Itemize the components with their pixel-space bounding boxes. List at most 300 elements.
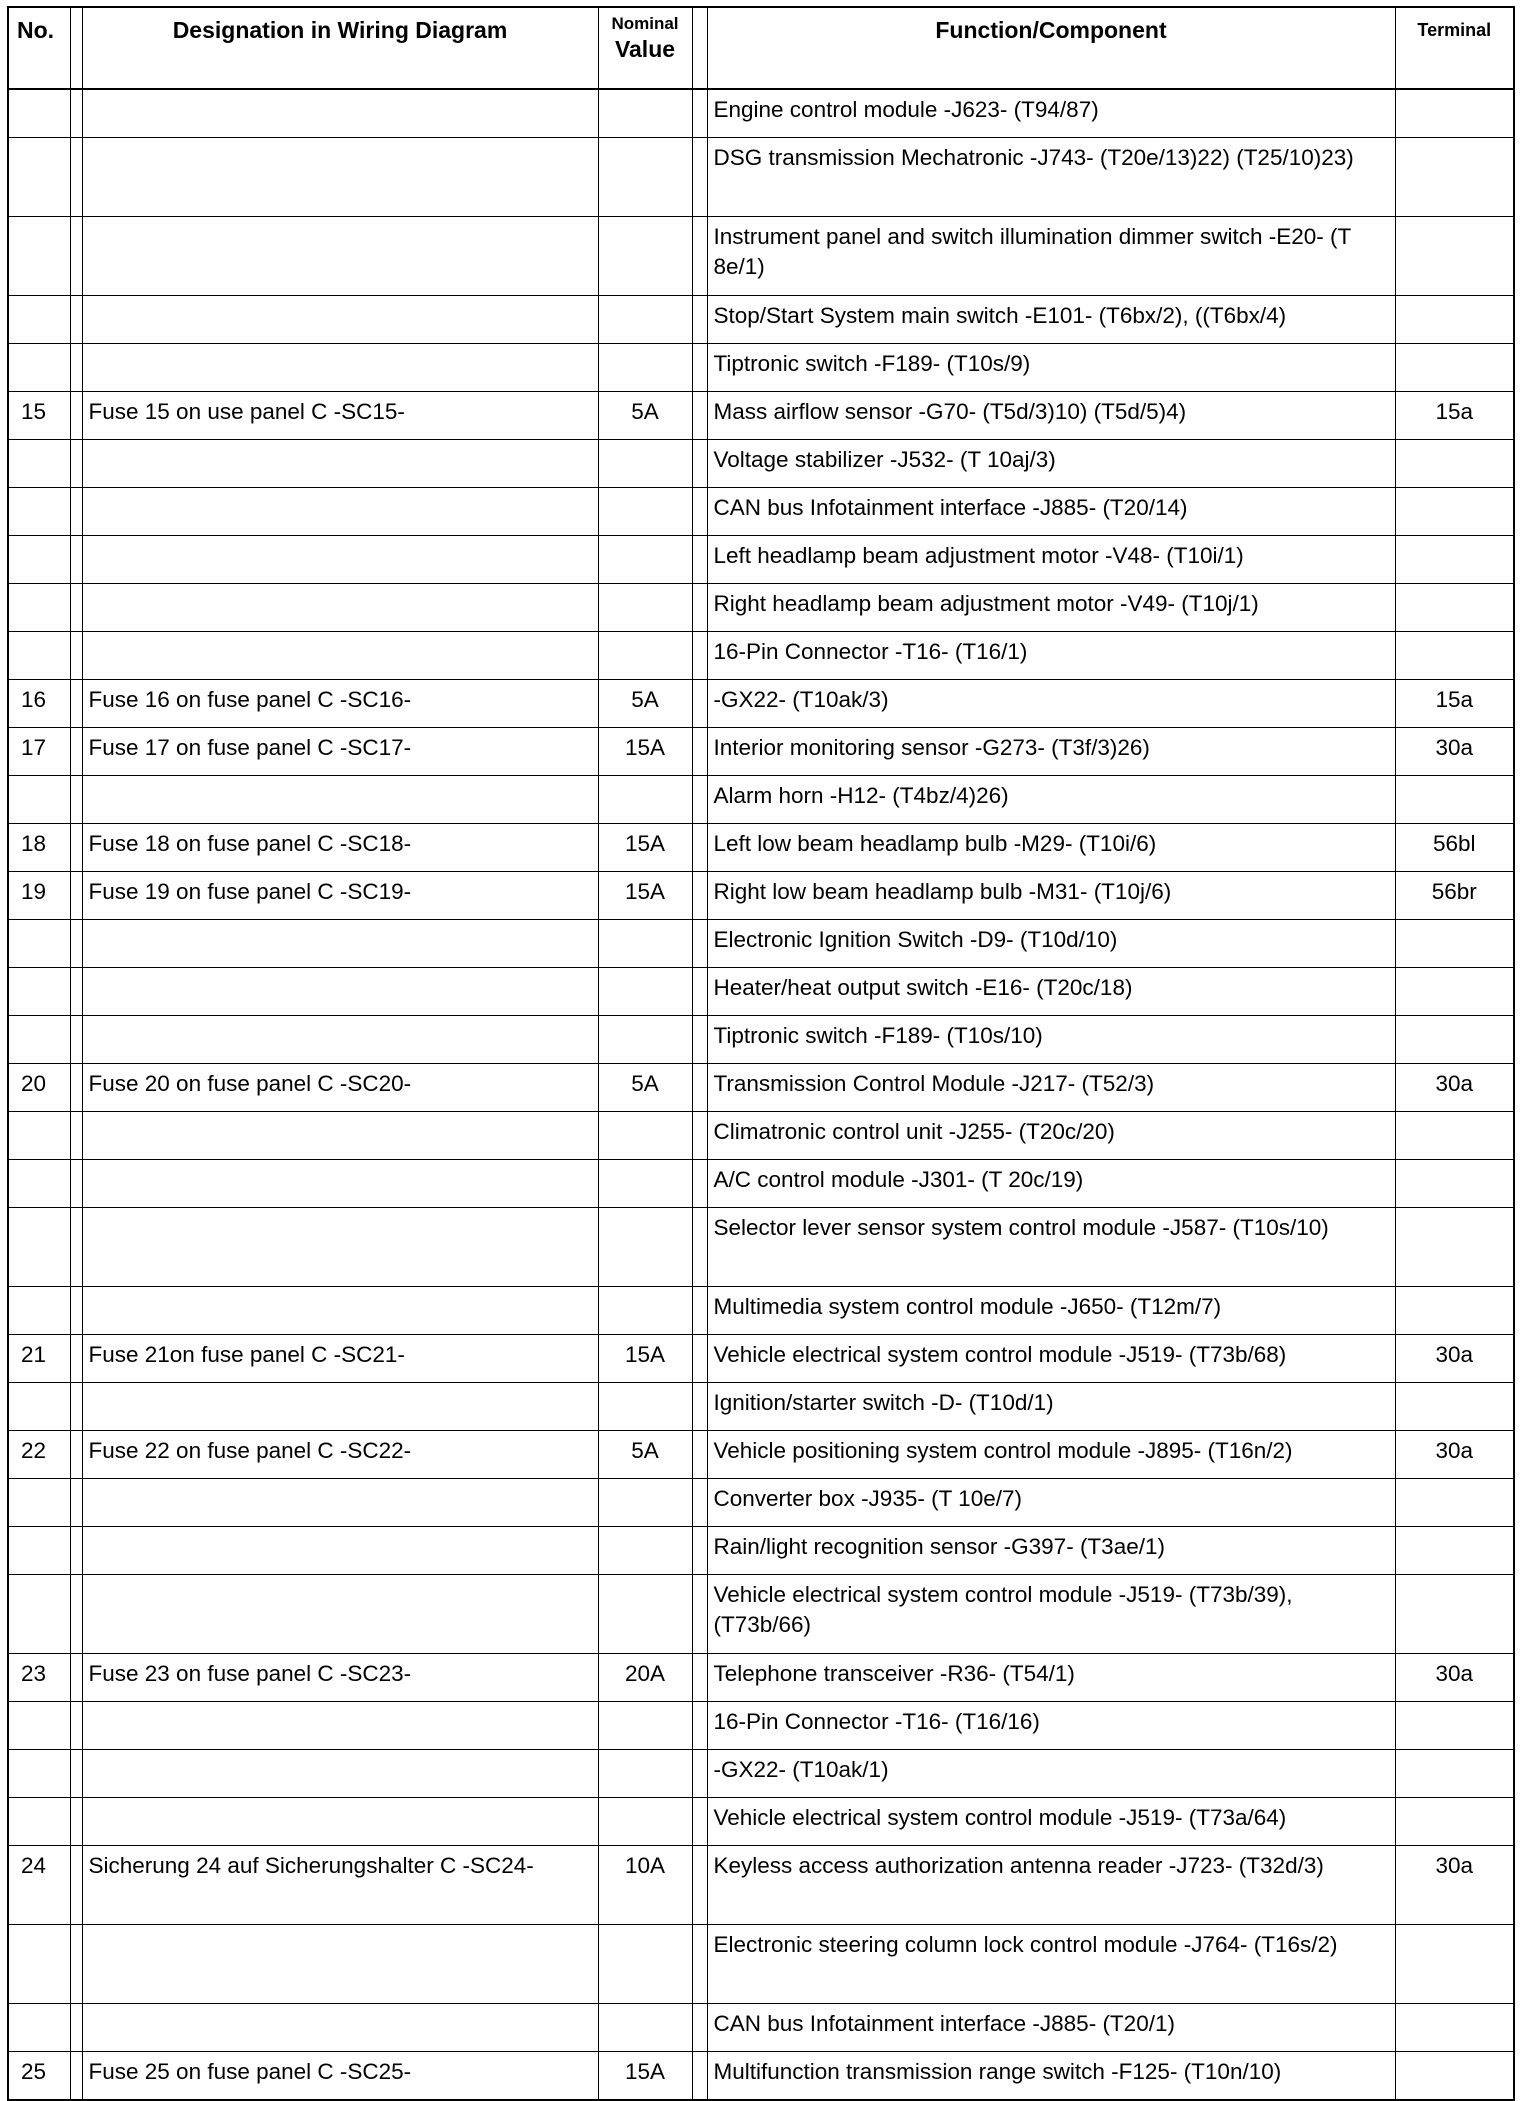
cell-nominal-value xyxy=(598,217,692,296)
cell-nominal-value: 20A xyxy=(598,1654,692,1702)
table-row xyxy=(8,1335,1514,1383)
cell-gap-right xyxy=(692,1575,707,1654)
header-function: Function/Component xyxy=(707,7,1395,89)
cell-no: 24 xyxy=(8,1846,70,1925)
cell-no xyxy=(8,1527,70,1575)
cell-function: -GX22- (T10ak/3) xyxy=(707,680,1395,728)
cell-terminal xyxy=(1395,920,1514,968)
cell-nominal-value: 15A xyxy=(598,1335,692,1383)
cell-nominal-value xyxy=(598,920,692,968)
cell-gap-right xyxy=(692,1750,707,1798)
cell-designation xyxy=(82,1575,598,1654)
cell-function: Electronic steering column lock control module -J764- (T16s/2) xyxy=(707,1925,1395,2004)
cell-nominal-value xyxy=(598,296,692,344)
cell-function: Instrument panel and switch illumination dimmer switch -E20- (T 8e/1) xyxy=(707,217,1395,296)
cell-gap-left xyxy=(70,680,82,728)
cell-nominal-value xyxy=(598,89,692,138)
table-row xyxy=(8,1479,1514,1527)
cell-nominal-value: 15A xyxy=(598,2052,692,2101)
cell-gap-left xyxy=(70,440,82,488)
cell-no xyxy=(8,776,70,824)
cell-designation xyxy=(82,1112,598,1160)
cell-gap-left xyxy=(70,392,82,440)
cell-gap-right xyxy=(692,1925,707,2004)
cell-terminal: 56bl xyxy=(1395,824,1514,872)
table-row xyxy=(8,1208,1514,1287)
cell-gap-right xyxy=(692,824,707,872)
cell-nominal-value xyxy=(598,1160,692,1208)
cell-function: Heater/heat output switch -E16- (T20c/18) xyxy=(707,968,1395,1016)
cell-nominal-value xyxy=(598,776,692,824)
cell-terminal xyxy=(1395,632,1514,680)
cell-gap-left xyxy=(70,1383,82,1431)
cell-terminal xyxy=(1395,488,1514,536)
cell-nominal-value xyxy=(598,440,692,488)
cell-no xyxy=(8,1925,70,2004)
cell-function: Right low beam headlamp bulb -M31- (T10j/6) xyxy=(707,872,1395,920)
cell-nominal-value: 5A xyxy=(598,1431,692,1479)
cell-terminal: 30a xyxy=(1395,728,1514,776)
cell-terminal: 30a xyxy=(1395,1064,1514,1112)
cell-designation: Fuse 18 on fuse panel C -SC18- xyxy=(82,824,598,872)
table-row xyxy=(8,776,1514,824)
table-row xyxy=(8,584,1514,632)
cell-designation xyxy=(82,920,598,968)
cell-designation: Fuse 20 on fuse panel C -SC20- xyxy=(82,1064,598,1112)
cell-gap-right xyxy=(692,296,707,344)
cell-function: Keyless access authorization antenna reader -J723- (T32d/3) xyxy=(707,1846,1395,1925)
cell-nominal-value xyxy=(598,344,692,392)
table-row xyxy=(8,1160,1514,1208)
table-body xyxy=(8,89,1514,2100)
cell-designation: Fuse 15 on use panel C -SC15- xyxy=(82,392,598,440)
table-row xyxy=(8,89,1514,138)
table-row xyxy=(8,632,1514,680)
cell-no xyxy=(8,1287,70,1335)
cell-gap-left xyxy=(70,2004,82,2052)
cell-gap-left xyxy=(70,1016,82,1064)
cell-gap-right xyxy=(692,1527,707,1575)
cell-designation xyxy=(82,1527,598,1575)
cell-no xyxy=(8,584,70,632)
cell-gap-right xyxy=(692,1016,707,1064)
cell-gap-right xyxy=(692,1112,707,1160)
cell-nominal-value xyxy=(598,1016,692,1064)
cell-nominal-value xyxy=(598,1479,692,1527)
cell-no xyxy=(8,1479,70,1527)
cell-terminal xyxy=(1395,1798,1514,1846)
table-header-row xyxy=(8,7,1514,89)
cell-function: Rain/light recognition sensor -G397- (T3ae/1) xyxy=(707,1527,1395,1575)
table-row xyxy=(8,2004,1514,2052)
cell-gap-left xyxy=(70,89,82,138)
cell-function: Tiptronic switch -F189- (T10s/10) xyxy=(707,1016,1395,1064)
cell-terminal xyxy=(1395,1575,1514,1654)
cell-function: 16-Pin Connector -T16- (T16/1) xyxy=(707,632,1395,680)
cell-designation xyxy=(82,296,598,344)
cell-gap-right xyxy=(692,1335,707,1383)
table-row xyxy=(8,1527,1514,1575)
cell-function: Vehicle positioning system control module -J895- (T16n/2) xyxy=(707,1431,1395,1479)
cell-no xyxy=(8,968,70,1016)
cell-gap-left xyxy=(70,824,82,872)
cell-gap-right xyxy=(692,1431,707,1479)
cell-designation xyxy=(82,1750,598,1798)
cell-terminal xyxy=(1395,2052,1514,2101)
cell-terminal: 30a xyxy=(1395,1431,1514,1479)
cell-gap-left xyxy=(70,1846,82,1925)
cell-designation xyxy=(82,1208,598,1287)
cell-terminal xyxy=(1395,344,1514,392)
cell-nominal-value xyxy=(598,1575,692,1654)
cell-nominal-value: 15A xyxy=(598,872,692,920)
cell-no xyxy=(8,1383,70,1431)
cell-gap-left xyxy=(70,1431,82,1479)
cell-terminal xyxy=(1395,1016,1514,1064)
cell-nominal-value xyxy=(598,1287,692,1335)
cell-gap-right xyxy=(692,1798,707,1846)
cell-gap-left xyxy=(70,1575,82,1654)
cell-designation xyxy=(82,344,598,392)
cell-designation: Fuse 19 on fuse panel C -SC19- xyxy=(82,872,598,920)
cell-no: 25 xyxy=(8,2052,70,2101)
cell-no xyxy=(8,1208,70,1287)
table-row xyxy=(8,1287,1514,1335)
header-gap-right xyxy=(692,7,707,89)
cell-function: 16-Pin Connector -T16- (T16/16) xyxy=(707,1702,1395,1750)
cell-designation xyxy=(82,584,598,632)
cell-function: Stop/Start System main switch -E101- (T6bx/2), ((T6bx/4) xyxy=(707,296,1395,344)
cell-gap-right xyxy=(692,440,707,488)
cell-nominal-value xyxy=(598,1112,692,1160)
cell-gap-right xyxy=(692,1702,707,1750)
cell-no xyxy=(8,632,70,680)
cell-no xyxy=(8,536,70,584)
cell-nominal-value: 10A xyxy=(598,1846,692,1925)
table-row xyxy=(8,2052,1514,2101)
cell-designation xyxy=(82,1798,598,1846)
cell-gap-left xyxy=(70,1750,82,1798)
cell-gap-left xyxy=(70,344,82,392)
cell-designation xyxy=(82,488,598,536)
cell-nominal-value xyxy=(598,1383,692,1431)
cell-gap-left xyxy=(70,1208,82,1287)
cell-gap-right xyxy=(692,488,707,536)
cell-function: Transmission Control Module -J217- (T52/3) xyxy=(707,1064,1395,1112)
table-row xyxy=(8,1431,1514,1479)
cell-nominal-value: 15A xyxy=(598,824,692,872)
cell-gap-left xyxy=(70,1527,82,1575)
cell-designation xyxy=(82,89,598,138)
cell-gap-left xyxy=(70,1335,82,1383)
cell-nominal-value: 5A xyxy=(598,680,692,728)
cell-function: Converter box -J935- (T 10e/7) xyxy=(707,1479,1395,1527)
cell-nominal-value xyxy=(598,584,692,632)
cell-function: Mass airflow sensor -G70- (T5d/3)10) (T5d/5)4) xyxy=(707,392,1395,440)
table-row xyxy=(8,728,1514,776)
header-nominal-value xyxy=(598,7,692,89)
cell-function: Left headlamp beam adjustment motor -V48- (T10i/1) xyxy=(707,536,1395,584)
cell-gap-right xyxy=(692,920,707,968)
cell-gap-left xyxy=(70,296,82,344)
cell-designation xyxy=(82,1016,598,1064)
cell-nominal-value xyxy=(598,1798,692,1846)
cell-function: A/C control module -J301- (T 20c/19) xyxy=(707,1160,1395,1208)
cell-function: Ignition/starter switch -D- (T10d/1) xyxy=(707,1383,1395,1431)
cell-terminal xyxy=(1395,1925,1514,2004)
cell-function: CAN bus Infotainment interface -J885- (T20/1) xyxy=(707,2004,1395,2052)
cell-function: Climatronic control unit -J255- (T20c/20) xyxy=(707,1112,1395,1160)
cell-gap-left xyxy=(70,138,82,217)
cell-gap-right xyxy=(692,872,707,920)
cell-designation xyxy=(82,776,598,824)
cell-gap-left xyxy=(70,1925,82,2004)
cell-no xyxy=(8,89,70,138)
cell-nominal-value xyxy=(598,632,692,680)
cell-nominal-value: 15A xyxy=(598,728,692,776)
cell-terminal xyxy=(1395,138,1514,217)
cell-terminal: 30a xyxy=(1395,1335,1514,1383)
cell-nominal-value: 5A xyxy=(598,1064,692,1112)
cell-gap-right xyxy=(692,392,707,440)
cell-designation: Fuse 25 on fuse panel C -SC25- xyxy=(82,2052,598,2101)
cell-gap-right xyxy=(692,728,707,776)
cell-terminal xyxy=(1395,1383,1514,1431)
cell-no xyxy=(8,1016,70,1064)
cell-function: Vehicle electrical system control module -J519- (T73b/39), (T73b/66) xyxy=(707,1575,1395,1654)
cell-nominal-value xyxy=(598,1702,692,1750)
cell-terminal xyxy=(1395,584,1514,632)
cell-nominal-value xyxy=(598,2004,692,2052)
cell-function: Vehicle electrical system control module -J519- (T73a/64) xyxy=(707,1798,1395,1846)
cell-gap-left xyxy=(70,1064,82,1112)
header-no: No. xyxy=(8,7,70,89)
cell-function: CAN bus Infotainment interface -J885- (T20/14) xyxy=(707,488,1395,536)
table-row xyxy=(8,680,1514,728)
cell-function: Voltage stabilizer -J532- (T 10aj/3) xyxy=(707,440,1395,488)
cell-terminal xyxy=(1395,536,1514,584)
table-row xyxy=(8,1112,1514,1160)
cell-gap-left xyxy=(70,920,82,968)
cell-gap-right xyxy=(692,344,707,392)
cell-gap-right xyxy=(692,1654,707,1702)
cell-gap-left xyxy=(70,776,82,824)
cell-function: Alarm horn -H12- (T4bz/4)26) xyxy=(707,776,1395,824)
cell-designation: Fuse 17 on fuse panel C -SC17- xyxy=(82,728,598,776)
cell-gap-left xyxy=(70,1112,82,1160)
cell-gap-right xyxy=(692,2004,707,2052)
cell-gap-left xyxy=(70,584,82,632)
cell-function: Tiptronic switch -F189- (T10s/9) xyxy=(707,344,1395,392)
table-row xyxy=(8,1016,1514,1064)
cell-designation: Fuse 22 on fuse panel C -SC22- xyxy=(82,1431,598,1479)
cell-no xyxy=(8,1575,70,1654)
header-nominal-bottom: Value xyxy=(614,36,676,62)
cell-designation xyxy=(82,1479,598,1527)
cell-designation xyxy=(82,440,598,488)
cell-nominal-value xyxy=(598,536,692,584)
cell-designation xyxy=(82,536,598,584)
cell-terminal xyxy=(1395,1702,1514,1750)
cell-no xyxy=(8,1112,70,1160)
cell-no xyxy=(8,1750,70,1798)
cell-designation xyxy=(82,968,598,1016)
cell-terminal: 15a xyxy=(1395,680,1514,728)
cell-no: 20 xyxy=(8,1064,70,1112)
cell-gap-right xyxy=(692,1479,707,1527)
cell-gap-right xyxy=(692,1064,707,1112)
table-row xyxy=(8,872,1514,920)
cell-terminal xyxy=(1395,1479,1514,1527)
table-row xyxy=(8,1846,1514,1925)
table-row xyxy=(8,392,1514,440)
cell-gap-right xyxy=(692,584,707,632)
cell-gap-left xyxy=(70,1702,82,1750)
table-row xyxy=(8,1575,1514,1654)
cell-no xyxy=(8,488,70,536)
cell-nominal-value xyxy=(598,488,692,536)
cell-terminal: 56br xyxy=(1395,872,1514,920)
cell-no: 19 xyxy=(8,872,70,920)
cell-designation: Fuse 23 on fuse panel C -SC23- xyxy=(82,1654,598,1702)
cell-designation xyxy=(82,1160,598,1208)
cell-nominal-value xyxy=(598,1527,692,1575)
cell-gap-left xyxy=(70,872,82,920)
cell-terminal xyxy=(1395,1160,1514,1208)
cell-terminal xyxy=(1395,2004,1514,2052)
cell-no: 21 xyxy=(8,1335,70,1383)
cell-terminal: 30a xyxy=(1395,1846,1514,1925)
cell-function: Multifunction transmission range switch -F125- (T10n/10) xyxy=(707,2052,1395,2101)
cell-gap-right xyxy=(692,1846,707,1925)
cell-gap-left xyxy=(70,1798,82,1846)
cell-no xyxy=(8,1160,70,1208)
fuse-table-page xyxy=(7,6,1513,2084)
cell-terminal xyxy=(1395,296,1514,344)
cell-terminal: 15a xyxy=(1395,392,1514,440)
cell-function: -GX22- (T10ak/1) xyxy=(707,1750,1395,1798)
table-row xyxy=(8,968,1514,1016)
cell-no xyxy=(8,1702,70,1750)
cell-no xyxy=(8,920,70,968)
table-row xyxy=(8,440,1514,488)
cell-gap-left xyxy=(70,536,82,584)
cell-designation: Fuse 16 on fuse panel C -SC16- xyxy=(82,680,598,728)
cell-function: Left low beam headlamp bulb -M29- (T10i/6) xyxy=(707,824,1395,872)
table-row xyxy=(8,138,1514,217)
cell-gap-right xyxy=(692,536,707,584)
cell-gap-right xyxy=(692,968,707,1016)
cell-terminal xyxy=(1395,1750,1514,1798)
table-row xyxy=(8,1383,1514,1431)
cell-designation xyxy=(82,1702,598,1750)
fuse-assignment-table xyxy=(7,6,1515,2101)
cell-function: Right headlamp beam adjustment motor -V49- (T10j/1) xyxy=(707,584,1395,632)
cell-function: Selector lever sensor system control module -J587- (T10s/10) xyxy=(707,1208,1395,1287)
cell-gap-right xyxy=(692,1160,707,1208)
header-nominal-top: Nominal xyxy=(611,14,679,33)
cell-function: Interior monitoring sensor -G273- (T3f/3)26) xyxy=(707,728,1395,776)
cell-gap-right xyxy=(692,138,707,217)
cell-no: 23 xyxy=(8,1654,70,1702)
cell-function: Multimedia system control module -J650- (T12m/7) xyxy=(707,1287,1395,1335)
cell-terminal xyxy=(1395,776,1514,824)
cell-designation xyxy=(82,632,598,680)
cell-gap-right xyxy=(692,1383,707,1431)
header-terminal: Terminal xyxy=(1395,7,1514,89)
cell-nominal-value xyxy=(598,1208,692,1287)
cell-gap-right xyxy=(692,2052,707,2101)
cell-terminal xyxy=(1395,89,1514,138)
cell-designation xyxy=(82,2004,598,2052)
cell-terminal xyxy=(1395,1527,1514,1575)
cell-nominal-value xyxy=(598,1925,692,2004)
cell-designation xyxy=(82,1925,598,2004)
table-row xyxy=(8,1798,1514,1846)
table-row xyxy=(8,824,1514,872)
cell-gap-left xyxy=(70,217,82,296)
cell-gap-left xyxy=(70,968,82,1016)
cell-gap-left xyxy=(70,488,82,536)
cell-no: 15 xyxy=(8,392,70,440)
cell-no: 16 xyxy=(8,680,70,728)
cell-no: 18 xyxy=(8,824,70,872)
cell-nominal-value xyxy=(598,138,692,217)
cell-function: DSG transmission Mechatronic -J743- (T20e/13)22) (T25/10)23) xyxy=(707,138,1395,217)
cell-terminal xyxy=(1395,217,1514,296)
cell-function: Vehicle electrical system control module -J519- (T73b/68) xyxy=(707,1335,1395,1383)
cell-terminal xyxy=(1395,1287,1514,1335)
cell-terminal xyxy=(1395,968,1514,1016)
cell-designation: Fuse 21on fuse panel C -SC21- xyxy=(82,1335,598,1383)
table-row xyxy=(8,1750,1514,1798)
cell-gap-right xyxy=(692,680,707,728)
cell-gap-right xyxy=(692,89,707,138)
table-row xyxy=(8,1064,1514,1112)
cell-terminal xyxy=(1395,1112,1514,1160)
table-row xyxy=(8,1702,1514,1750)
cell-gap-left xyxy=(70,632,82,680)
cell-no xyxy=(8,344,70,392)
cell-designation xyxy=(82,1383,598,1431)
cell-no xyxy=(8,1798,70,1846)
cell-function: Telephone transceiver -R36- (T54/1) xyxy=(707,1654,1395,1702)
cell-gap-left xyxy=(70,728,82,776)
cell-designation xyxy=(82,1287,598,1335)
cell-function: Electronic Ignition Switch -D9- (T10d/10) xyxy=(707,920,1395,968)
cell-gap-right xyxy=(692,217,707,296)
cell-gap-right xyxy=(692,776,707,824)
cell-designation xyxy=(82,138,598,217)
cell-no: 22 xyxy=(8,1431,70,1479)
table-row xyxy=(8,920,1514,968)
cell-gap-left xyxy=(70,2052,82,2101)
cell-no xyxy=(8,138,70,217)
cell-no: 17 xyxy=(8,728,70,776)
table-row xyxy=(8,296,1514,344)
table-row xyxy=(8,217,1514,296)
cell-nominal-value xyxy=(598,968,692,1016)
header-gap-left xyxy=(70,7,82,89)
cell-no xyxy=(8,296,70,344)
cell-designation xyxy=(82,217,598,296)
cell-nominal-value: 5A xyxy=(598,392,692,440)
table-row xyxy=(8,1654,1514,1702)
cell-designation: Sicherung 24 auf Sicherungshalter C -SC24- xyxy=(82,1846,598,1925)
cell-gap-right xyxy=(692,1208,707,1287)
cell-gap-left xyxy=(70,1287,82,1335)
cell-nominal-value xyxy=(598,1750,692,1798)
